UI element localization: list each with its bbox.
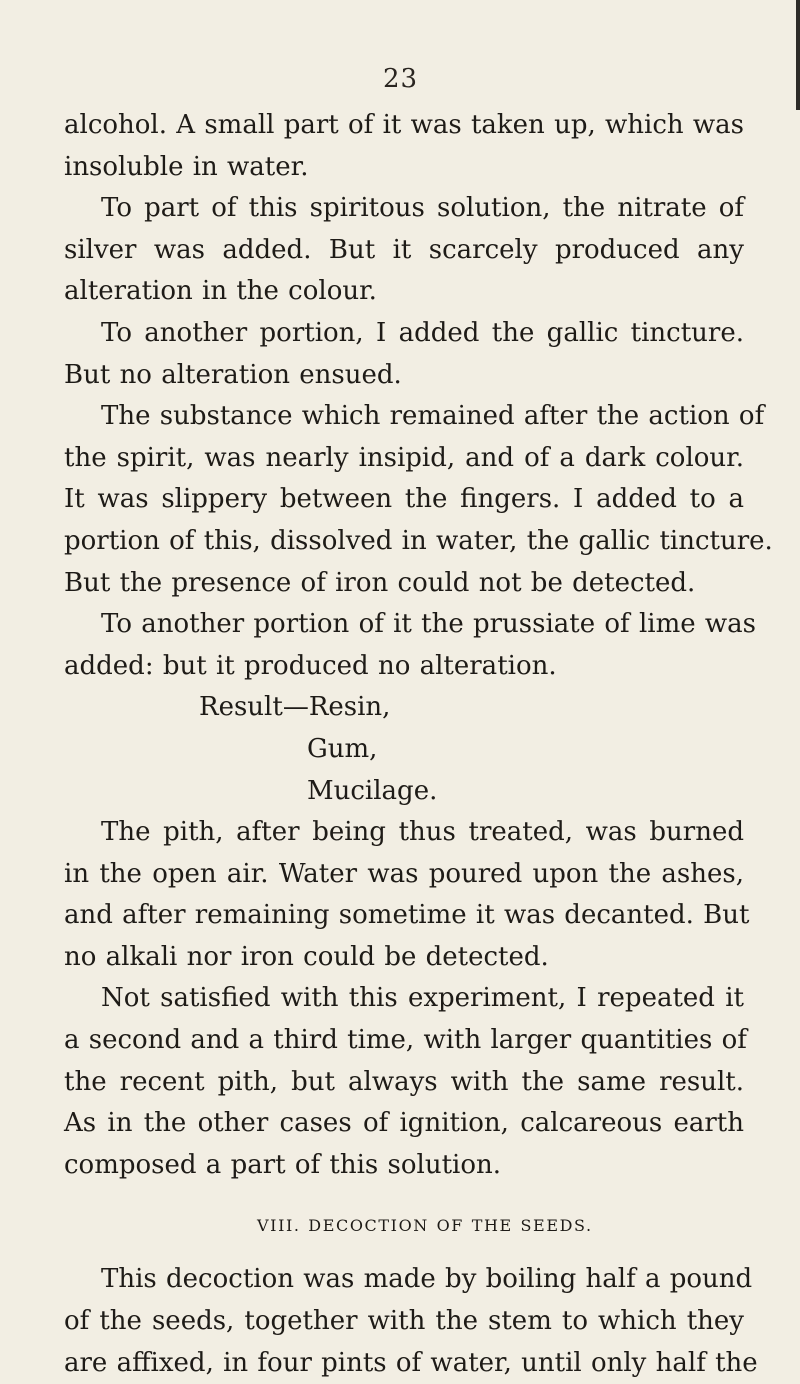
- text-line: of the seeds, together with the stem to which they: [64, 1306, 744, 1337]
- text-line: But the presence of iron could not be detected.: [64, 567, 696, 598]
- text-line: But no alteration ensued.: [64, 359, 402, 390]
- text-line: the recent pith, but always with the same result.: [64, 1066, 744, 1097]
- section-heading: VIII. DECOCTION OF THE SEEDS.: [257, 1216, 593, 1236]
- text-line: no alkali nor iron could be detected.: [64, 941, 549, 972]
- page-edge-shadow: [796, 0, 800, 110]
- text-line: a second and a third time, with larger quantities of: [64, 1025, 747, 1056]
- text-line: alteration in the colour.: [64, 276, 377, 307]
- result-item: Gum,: [307, 733, 378, 764]
- text-line: Not satisfied with this experiment, I repeated it: [101, 983, 744, 1014]
- text-line: This decoction was made by boiling half a pound: [101, 1264, 753, 1295]
- text-line: are affixed, in four pints of water, until only half the: [64, 1347, 758, 1378]
- text-line: alcohol. A small part of it was taken up, which was: [64, 110, 744, 140]
- result-item: Mucilage.: [307, 775, 438, 806]
- text-line: and after remaining sometime it was decanted. But: [64, 900, 750, 931]
- text-line: silver was added. But it scarcely produced any: [64, 234, 744, 265]
- text-line: As in the other cases of ignition, calcareous earth: [64, 1108, 744, 1139]
- page-number: 23: [383, 64, 419, 94]
- text-line: To another portion of it the prussiate of lime was: [101, 609, 756, 640]
- text-line: To another portion, I added the gallic tincture.: [101, 317, 744, 348]
- text-line: portion of this, dissolved in water, the gallic tincture.: [64, 525, 773, 556]
- body-text: [64, 105, 773, 1384]
- text-line: The substance which remained after the action of: [101, 401, 765, 432]
- text-line: It was slippery between the fingers. I added to a: [64, 484, 744, 515]
- text-line: the spirit, was nearly insipid, and of a dark colour.: [64, 442, 744, 473]
- result-heading: Result—Resin,: [199, 692, 391, 723]
- text-line: in the open air. Water was poured upon the ashes,: [64, 858, 744, 889]
- text-line: To part of this spiritous solution, the nitrate of: [101, 193, 744, 224]
- text-line: composed a part of this solution.: [64, 1149, 501, 1180]
- text-line: added: but it produced no alteration.: [64, 650, 557, 681]
- text-line: insoluble in water.: [64, 151, 309, 182]
- text-line: The pith, after being thus treated, was burned: [101, 817, 744, 848]
